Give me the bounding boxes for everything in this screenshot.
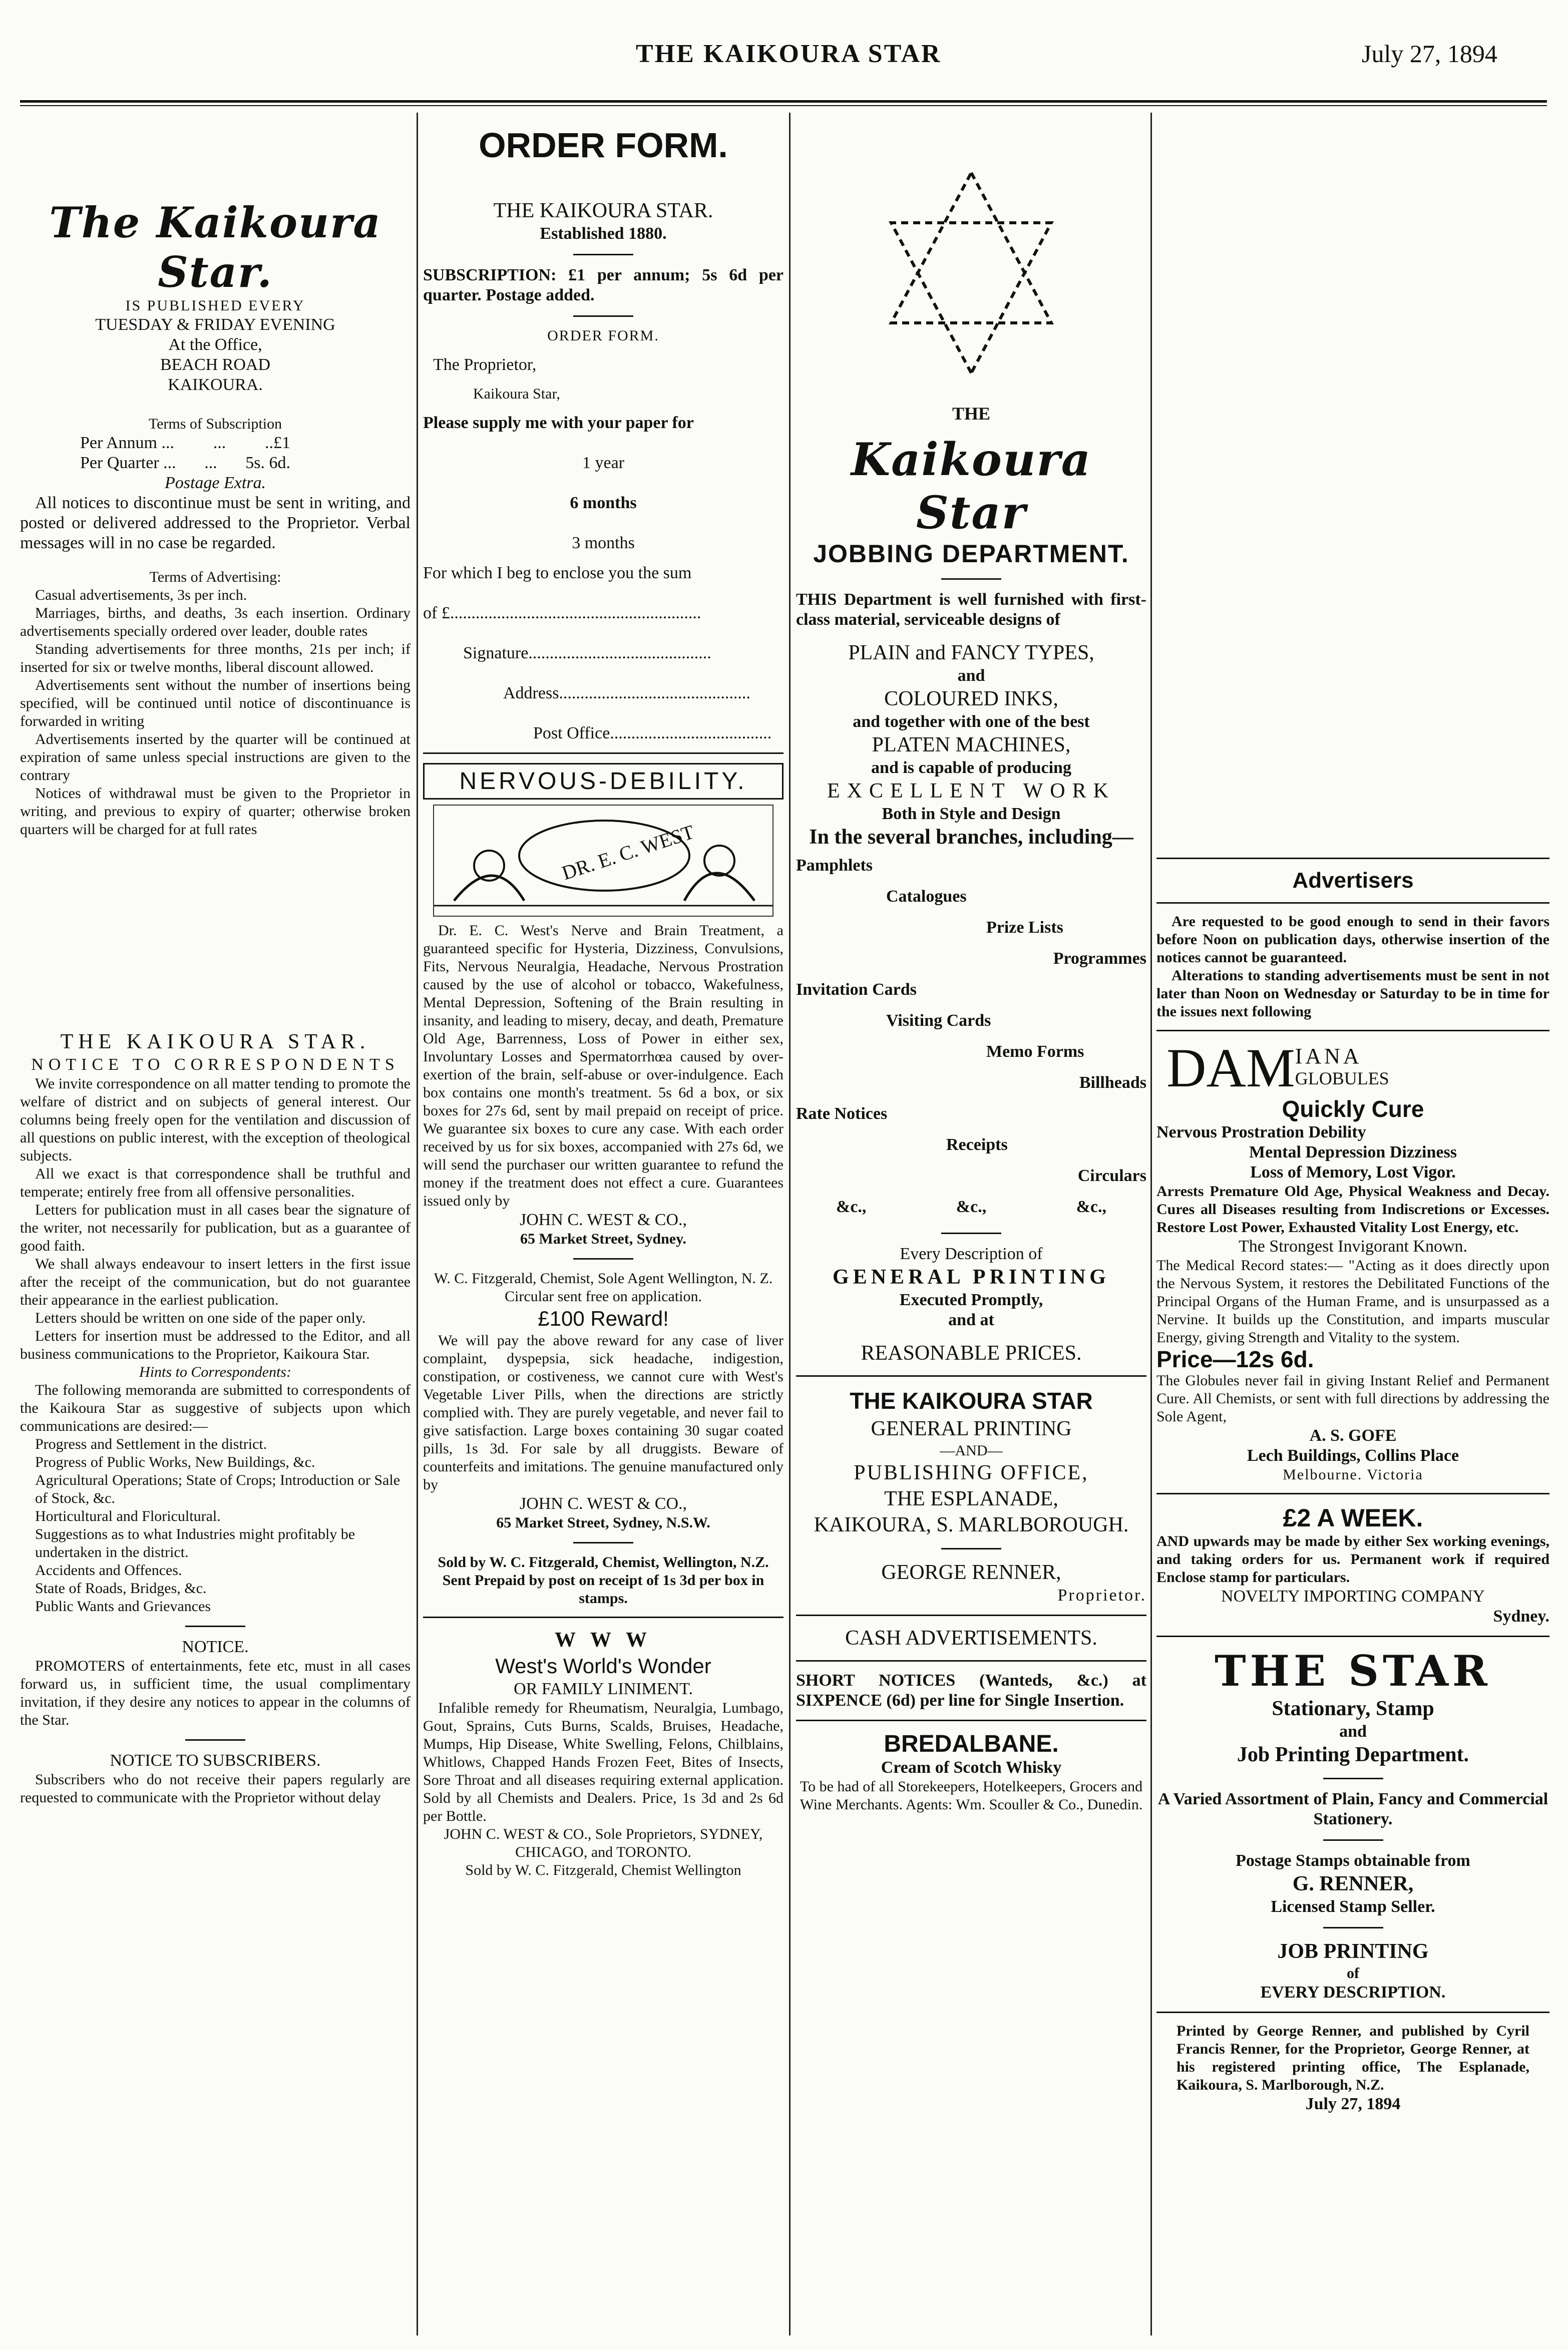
adv-terms-paragraph: Casual advertisements, 3s per inch. bbox=[35, 587, 247, 603]
rate-label: Per Annum ... bbox=[80, 434, 174, 452]
general-printing: GENERAL PRINTING bbox=[833, 1266, 1110, 1289]
advertisers-text: Are requested to be good enough to send in their favors before Noon on publication days, otherwise insertion of the notices cannot be guaranteed. bbox=[1156, 913, 1549, 966]
established: Established 1880. bbox=[540, 224, 667, 243]
notice-paragraph: Subscribers who do not receive their papers regularly are requested to communicate with the Proprietor without delay bbox=[20, 1771, 411, 1806]
types-line: PLAIN and FANCY TYPES, bbox=[848, 641, 1094, 664]
week-heading: £2 A WEEK. bbox=[1283, 1504, 1423, 1532]
mental-line: Mental Depression Dizziness bbox=[1249, 1143, 1457, 1161]
notice-heading: NOTICE. bbox=[182, 1638, 249, 1656]
option-6-months: 6 months bbox=[570, 494, 637, 512]
postage-stamps: Postage Stamps obtainable from bbox=[1236, 1851, 1470, 1870]
column-3 bbox=[796, 113, 1146, 2325]
stationary-line: Stationary, Stamp bbox=[1272, 1697, 1434, 1720]
sent-prepaid: Sent Prepaid by post on receipt of 1s 3d per box in stamps. bbox=[442, 1572, 764, 1607]
rate-label: Per Quarter ... bbox=[80, 454, 176, 472]
postage-note: Postage Extra. bbox=[164, 474, 266, 492]
renner-line: GEORGE RENNER, bbox=[881, 1561, 1061, 1584]
reward-heading: £100 Reward! bbox=[538, 1307, 669, 1330]
column-divider bbox=[789, 113, 791, 2335]
every-description: Every Description of bbox=[900, 1245, 1043, 1263]
short-notices: SHORT NOTICES (Wanteds, &c.) at SIXPENCE (6d) per line for Single Insertion. bbox=[796, 1671, 1146, 1710]
notice-paragraph: PROMOTERS of entertainments, fete etc, must in all cases forward us, in sufficient time, the usual complimentary invitation, if they desire any notices to appear in the columns of the Star. bbox=[20, 1658, 411, 1728]
every-description: EVERY DESCRIPTION. bbox=[1260, 1983, 1446, 2002]
nervous-line: Nervous Prostration Debility bbox=[1156, 1123, 1366, 1141]
medical-record: The Medical Record states:— "Acting as it does directly upon the Nervous System, it restores the Debilitated Functions of the Principal Organs of the Human Frame, and is unsurpassed as a Nervine. It builds up the Constitution, and imparts muscular Energy, giving Strength and Vitality to the system. bbox=[1156, 1257, 1549, 1346]
bredalbane-heading: BREDALBANE. bbox=[884, 1731, 1059, 1757]
g-renner: G. RENNER, bbox=[1292, 1872, 1414, 1895]
enclose-line: For which I beg to enclose you the sum bbox=[423, 564, 692, 582]
top-rule-thin bbox=[20, 105, 1547, 106]
corr-paragraph: All we exact is that correspondence shall be truthful and temperate; entirely free from all offensive personalities. bbox=[20, 1165, 411, 1200]
corr-paragraph: Letters for insertion must be addressed to the Editor, and all business communications to the Proprietor, Kaikoura Star. bbox=[20, 1328, 411, 1362]
list-item: Prize Lists bbox=[986, 918, 1063, 937]
bredalbane-tagline: Cream of Scotch Whisky bbox=[881, 1758, 1062, 1777]
arrests-text: Arrests Premature Old Age, Physical Weakness and Decay. Cures all Diseases resulting from Indiscretions or Excesses. Restore Lost Power, Exhausted Vitality Lost Energy, etc. bbox=[1156, 1183, 1549, 1236]
proprietor-line: The Proprietor, bbox=[433, 355, 537, 374]
wonder-sold: Sold by W. C. Fitzgerald, Chemist Wellington bbox=[465, 1862, 741, 1878]
damiana-m: M bbox=[1246, 1037, 1295, 1098]
jobbing-title: Kaikoura Star bbox=[851, 433, 1092, 539]
sold-by: Sold by W. C. Fitzgerald, Chemist, Wellington, N.Z. bbox=[438, 1554, 769, 1571]
column-4 bbox=[1156, 113, 1549, 2325]
list-item: Pamphlets bbox=[796, 856, 873, 875]
column-1 bbox=[20, 113, 411, 2325]
list-item: Rate Notices bbox=[796, 1104, 888, 1123]
notice-paragraph: All notices to discontinue must be sent in writing, and posted or delivered addressed to the Proprietor. Verbal messages will in no case be regarded. bbox=[20, 494, 411, 552]
notice-correspondents-heading: NOTICE TO CORRESPONDENTS bbox=[31, 1055, 400, 1074]
dept-description: THIS Department is well furnished with first-class material, serviceable designs of bbox=[796, 590, 1146, 629]
star-icon-svg bbox=[796, 113, 1146, 433]
list-item: Suggestions as to what Industries might profitably be undertaken in the district. bbox=[35, 1526, 355, 1560]
section-title: THE KAIKOURA STAR. bbox=[60, 1030, 370, 1053]
adv-terms-paragraph: Standing advertisements for three months, 21s per inch; if inserted for six or twelve months, liberal discount allowed. bbox=[20, 641, 411, 675]
varied-text: A Varied Assortment of Plain, Fancy and Commercial Stationery. bbox=[1157, 1790, 1548, 1828]
quickly-cure: Quickly Cure bbox=[1282, 1096, 1424, 1122]
advertisers-heading: Advertisers bbox=[1292, 868, 1414, 893]
damiana-da: DA bbox=[1166, 1037, 1246, 1098]
week-text: AND upwards may be made by either Sex working evenings, and taking orders for us. Permanent work if required Enclose stamp for particulars. bbox=[1156, 1533, 1549, 1586]
option-3-months: 3 months bbox=[572, 534, 635, 552]
adv-terms-paragraph: Advertisements inserted by the quarter will be continued at expiration of same unless special instructions are given to the contrary bbox=[20, 731, 411, 784]
reasonable-prices: REASONABLE PRICES. bbox=[861, 1342, 1082, 1365]
damiana-globules: GLOBULES bbox=[1295, 1068, 1389, 1088]
corr-paragraph: The following memoranda are submitted to correspondents of the Kaikoura Star as suggestive of subjects upon which communications are desired:— bbox=[20, 1382, 411, 1434]
esplanade-line: THE ESPLANADE, bbox=[884, 1487, 1058, 1510]
list-item: &c., bbox=[956, 1198, 987, 1216]
list-item: Agricultural Operations; State of Crops; Introduction or Sale of Stock, &c. bbox=[35, 1472, 401, 1506]
strongest-line: The Strongest Invigorant Known. bbox=[1238, 1237, 1468, 1256]
publication-days: TUESDAY & FRIDAY EVENING bbox=[95, 315, 335, 334]
west-company: JOHN C. WEST & CO., bbox=[519, 1211, 687, 1229]
running-title: THE KAIKOURA STAR bbox=[636, 40, 942, 68]
list-item: Programmes bbox=[1053, 949, 1146, 968]
kaikoura-marlborough: KAIKOURA, S. MARLBOROUGH. bbox=[814, 1513, 1129, 1536]
general-printing-line: GENERAL PRINTING bbox=[871, 1417, 1072, 1440]
list-item: State of Roads, Bridges, &c. bbox=[35, 1580, 207, 1597]
and-line: and bbox=[957, 666, 985, 685]
issue-date: July 27, 1894 bbox=[1362, 40, 1497, 68]
paper-address: Kaikoura Star, bbox=[473, 385, 560, 402]
imprint-text: Printed by George Renner, and published by Cyril Francis Renner, for the Proprietor, George Renner, at his registered printing office, The Esplanade, Kaikoura, S. Marlborough, N.Z. bbox=[1177, 2023, 1529, 2093]
notice-subscribers-heading: NOTICE TO SUBSCRIBERS. bbox=[110, 1751, 321, 1770]
office-town: KAIKOURA. bbox=[168, 375, 263, 394]
list-item: Circulars bbox=[1077, 1166, 1146, 1185]
platen-line: PLATEN MACHINES, bbox=[872, 733, 1071, 756]
hints-heading: Hints to Correspondents: bbox=[139, 1364, 291, 1380]
duration-options bbox=[423, 443, 783, 563]
amount-field: of £........................................................... bbox=[423, 604, 701, 622]
list-item: Progress of Public Works, New Buildings, &c. bbox=[35, 1454, 315, 1470]
licensed-seller: Licensed Stamp Seller. bbox=[1271, 1897, 1435, 1916]
wonder-heading: West's World's Wonder bbox=[495, 1654, 711, 1678]
capable-line: and is capable of producing bbox=[871, 758, 1071, 777]
the-star-heading: THE STAR bbox=[1215, 1646, 1491, 1696]
west-treatment-text: Dr. E. C. West's Nerve and Brain Treatment, a guaranteed specific for Hysteria, Dizziness, Convulsions, Fits, Nervous Neuralgia, Headache, Nervous Prostration caused by the use of alcohol or tobacco, Wakefulness, Mental Depression, Softening of the Brain resulting in insanity, and leading to misery, decay, and death, Premature Old Age, Barrenness, Loss of Power in either sex, Involuntary Losses and Spermatorrhœa caused by over-exertion of the brain, self-abuse or over-indulgence. Each box contains one month's treatment. 5s 6d a box, or six boxes for 27s 6d, sent by mail prepaid on receipt of price. We guarantee six boxes to cure any case. With each order received by us for six boxes, accompanied with 27s 6d, we will send the purchaser our written guarantee to refund the money if the treatment does not effect a cure. Guarantees issued only by bbox=[423, 922, 783, 1209]
damiana-iana: IANA bbox=[1295, 1044, 1362, 1068]
list-item: Accidents and Offences. bbox=[35, 1562, 182, 1579]
column-divider bbox=[417, 113, 418, 2335]
terms-advertising-heading: Terms of Advertising: bbox=[149, 569, 281, 585]
star-of-david-icon bbox=[796, 113, 1146, 433]
wonder-text: Infalible remedy for Rheumatism, Neuralgia, Lumbago, Gout, Sprains, Cuts Burns, Scalds, Bruises, Headache, Mumps, Hip Disease, White Swelling, Felons, Chilblains, Whitlows, Chapped Hands Frozen Feet, Bites of Insects, Sore Throat and all diseases requiring external application. Sold by all Chemists and Dealers. Price, 1s 3d and 2s 6d per Bottle. bbox=[423, 1700, 783, 1824]
adv-terms-paragraph: Advertisements sent without the number of insertions being specified, will be continued until notice of discontinuance is forwarded in writing bbox=[20, 677, 411, 729]
office-road: BEACH ROAD bbox=[160, 355, 271, 374]
branches-line: In the several branches, including— bbox=[809, 826, 1133, 849]
loss-line: Loss of Memory, Lost Vigor. bbox=[1250, 1163, 1456, 1182]
list-item: Progress and Settlement in the district. bbox=[35, 1436, 267, 1452]
west-address: 65 Market Street, Sydney. bbox=[520, 1231, 686, 1247]
rate-dots: ... bbox=[213, 434, 226, 452]
rate-dots: ... bbox=[204, 454, 217, 472]
adv-terms-paragraph: Notices of withdrawal must be given to the Proprietor in writing, and previous to expiry of quarter; otherwise broken quarters will be charged for at full rates bbox=[20, 785, 411, 838]
agent-name: A. S. GOFE bbox=[1309, 1426, 1397, 1445]
list-item: Billheads bbox=[1079, 1073, 1146, 1092]
jobbing-heading: JOBBING DEPARTMENT. bbox=[813, 540, 1129, 568]
and-line: and bbox=[1339, 1722, 1367, 1741]
kaikoura-star-bold: THE KAIKOURA STAR bbox=[850, 1388, 1093, 1414]
address-field: Address............................................. bbox=[503, 684, 750, 702]
masthead: The Kaikoura Star. bbox=[49, 198, 381, 297]
corr-paragraph: Letters should be written on one side of the paper only. bbox=[35, 1310, 366, 1326]
cash-advertisements: CASH ADVERTISEMENTS. bbox=[845, 1627, 1097, 1650]
damiana-logo bbox=[1156, 1037, 1549, 1098]
office-line: At the Office, bbox=[168, 335, 262, 354]
advertisers-text-2: Alterations to standing advertisements must be sent in not later than Noon on Wednesday or Saturday to be in time for the issues next following bbox=[1156, 967, 1549, 1020]
style-line: Both in Style and Design bbox=[882, 805, 1061, 823]
imprint-date: July 27, 1894 bbox=[1305, 2095, 1401, 2113]
reward-company: JOHN C. WEST & CO., bbox=[519, 1494, 687, 1513]
list-item: Catalogues bbox=[886, 887, 967, 906]
job-types-list bbox=[796, 850, 1146, 1223]
subscription-rates bbox=[20, 433, 290, 473]
illustration-label: DR. E. C. WEST bbox=[559, 820, 697, 885]
the-label: THE bbox=[952, 404, 991, 424]
order-form-title: ORDER FORM. bbox=[479, 126, 728, 165]
list-item: Receipts bbox=[946, 1135, 1008, 1154]
adv-terms-paragraph: Marriages, births, and deaths, 3s each insertion. Ordinary advertisements specially ordered over leader, double rates bbox=[20, 605, 411, 639]
form-heading: ORDER FORM. bbox=[547, 327, 659, 344]
inks-line: COLOURED INKS, bbox=[884, 687, 1058, 710]
corr-paragraph: We shall always endeavour to insert letters in the first issue after the receipt of the communication, but do not guarantee their appearance in the earliest publication. bbox=[20, 1256, 411, 1308]
list-item: &c., bbox=[1076, 1198, 1106, 1216]
list-item: Public Wants and Grievances bbox=[35, 1598, 211, 1615]
rate-value: ..£1 bbox=[264, 434, 290, 452]
of-line: of bbox=[1347, 1965, 1359, 1982]
fitzgerald-agent: W. C. Fitzgerald, Chemist, Sole Agent Wellington, N. Z. bbox=[434, 1270, 773, 1287]
publishing-office: PUBLISHING OFFICE, bbox=[854, 1461, 1089, 1484]
option-1-year: 1 year bbox=[582, 454, 624, 472]
nervous-debility-heading: NERVOUS-DEBILITY. bbox=[423, 763, 783, 800]
column-2 bbox=[423, 113, 783, 2325]
agent-address: Lech Buildings, Collins Place bbox=[1247, 1446, 1459, 1465]
column-divider bbox=[1150, 113, 1152, 2335]
price-text: The Globules never fail in giving Instant Relief and Permanent Cure. All Chemists, or sent with full directions by addressing the Sole Agent, bbox=[1156, 1372, 1549, 1425]
topics-list bbox=[20, 1435, 411, 1616]
post-office-field: Post Office...................................... bbox=[533, 724, 772, 742]
corr-paragraph: We invite correspondence on all matter tending to promote the welfare of district and on subjects of general interest. Our columns being freely open for the ventilation and discussion of all questions on public interest, with the exception of theological subjects. bbox=[20, 1075, 411, 1164]
signature-field: Signature........................................... bbox=[463, 644, 711, 662]
excellent-line: EXCELLENT WORK bbox=[827, 779, 1115, 803]
terms-subscription-heading: Terms of Subscription bbox=[148, 416, 282, 432]
and-at-line: and at bbox=[948, 1311, 994, 1329]
together-line: and together with one of the best bbox=[853, 712, 1090, 731]
agent-city: Melbourne. Victoria bbox=[1283, 1466, 1423, 1483]
and-separator: —AND— bbox=[940, 1442, 1003, 1459]
liniment-subheading: OR FAMILY LINIMENT. bbox=[514, 1680, 693, 1698]
www-heading: W W W bbox=[555, 1629, 652, 1652]
reward-text: We will pay the above reward for any case of liver complaint, dyspepsia, sick headache, indigestion, constipation, or costiveness, we cannot cure with West's Vegetable Liver Pills, when the directions are strictly complied with. They are purely vegetable, and never fail to give satisfaction. Large boxes containing 30 sugar coated pills, 1s 3d. For sale by all druggists. Beware of counterfeits and imitations. The genuine manufactured only by bbox=[423, 1332, 783, 1493]
circular-note: Circular sent free on application. bbox=[504, 1288, 702, 1305]
job-dept-line: Job Printing Department. bbox=[1237, 1743, 1469, 1766]
paper-name: THE KAIKOURA STAR. bbox=[493, 199, 713, 222]
corr-paragraph: Letters for publication must in all cases bear the signature of the writer, not necessarily for publication, but as a guarantee of good faith. bbox=[20, 1202, 411, 1254]
rate-value: 5s. 6d. bbox=[245, 454, 290, 472]
proprietor-label: Proprietor. bbox=[1057, 1586, 1146, 1605]
west-illustration bbox=[433, 805, 773, 917]
list-item: Visiting Cards bbox=[886, 1011, 991, 1030]
list-item: &c., bbox=[836, 1198, 867, 1216]
novelty-company: NOVELTY IMPORTING COMPANY bbox=[1221, 1587, 1485, 1606]
list-item: Invitation Cards bbox=[796, 980, 917, 999]
bredalbane-text: To be had of all Storekeepers, Hotelkeepers, Grocers and Wine Merchants. Agents: Wm. Scouller & Co., Dunedin. bbox=[800, 1778, 1143, 1813]
executed-line: Executed Promptly, bbox=[899, 1291, 1043, 1309]
reward-address: 65 Market Street, Sydney, N.S.W. bbox=[496, 1514, 710, 1531]
wonder-company: JOHN C. WEST & CO., Sole Proprietors, SYDNEY, CHICAGO, and TORONTO. bbox=[444, 1826, 763, 1860]
page-header bbox=[0, 19, 1568, 68]
list-item: Horticultural and Floricultural. bbox=[35, 1508, 221, 1524]
novelty-city: Sydney. bbox=[1493, 1607, 1549, 1626]
top-rule bbox=[20, 100, 1547, 103]
list-item: Memo Forms bbox=[986, 1042, 1084, 1061]
job-printing: JOB PRINTING bbox=[1277, 1940, 1429, 1963]
price-line: Price—12s 6d. bbox=[1156, 1346, 1314, 1372]
subscription-rates: SUBSCRIPTION: £1 per annum; 5s 6d per quarter. Postage added. bbox=[423, 266, 783, 304]
published-line: IS PUBLISHED EVERY bbox=[125, 297, 305, 314]
please-supply: Please supply me with your paper for bbox=[423, 414, 694, 432]
